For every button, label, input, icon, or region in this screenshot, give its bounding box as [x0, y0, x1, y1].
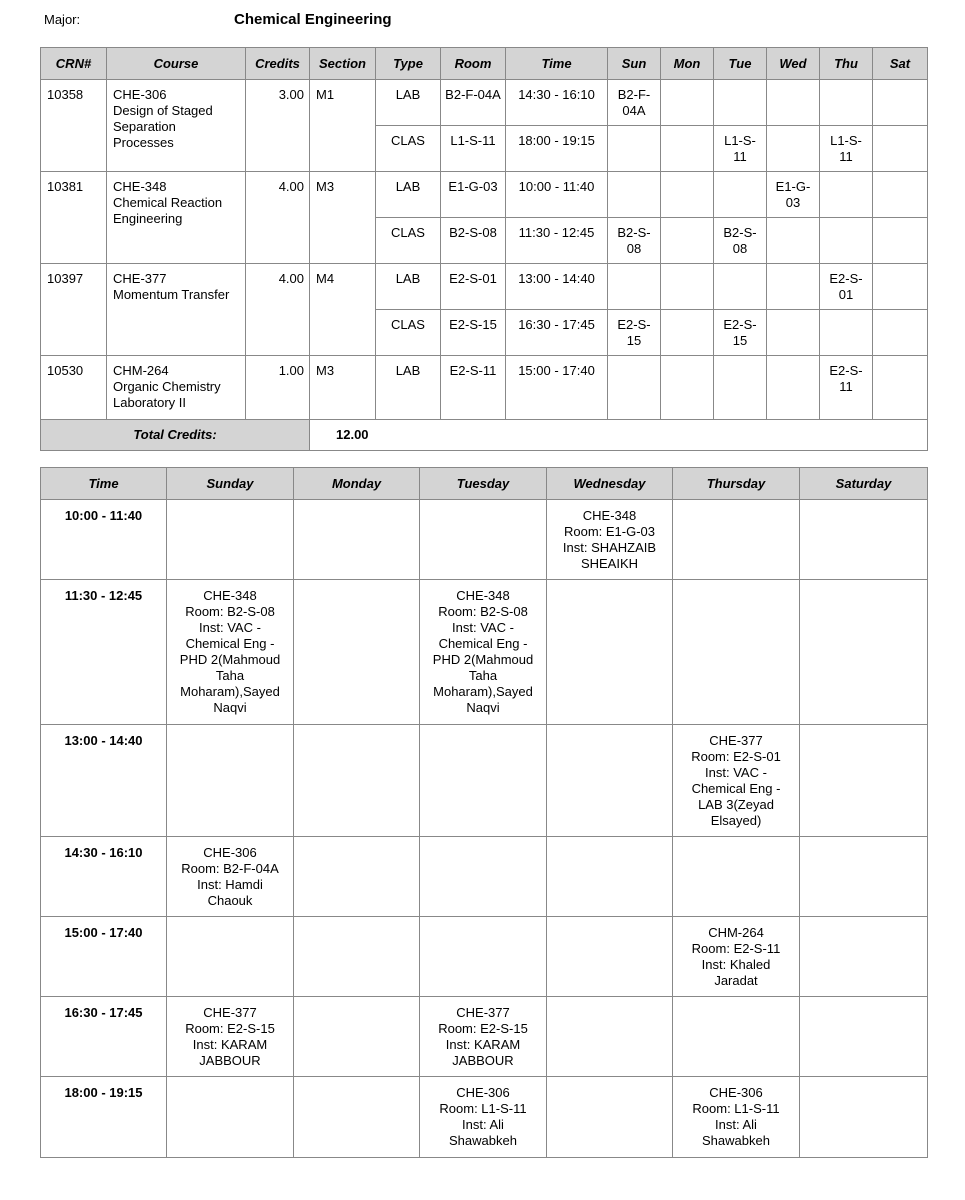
mon-cell [661, 310, 714, 356]
header-time: Time [506, 48, 608, 80]
schedule-cell-sunday: CHE-348 Room: B2-S-08 Inst: VAC - Chemical Eng - PHD 2(Mahmoud Taha Moharam),Sayed Naqvi [167, 580, 294, 725]
schedule-cell-monday [294, 725, 420, 837]
schedule-cell-sunday: CHE-306 Room: B2-F-04A Inst: Hamdi Chaouk [167, 837, 294, 917]
room-cell: E2-S-15 [441, 310, 506, 356]
credits-cell: 3.00 [246, 80, 310, 172]
schedule-cell-saturday [800, 580, 928, 725]
course-row [41, 172, 928, 218]
major-value: Chemical Engineering [234, 11, 392, 28]
course-table-header [41, 48, 928, 80]
schedule-header-saturday: Saturday [800, 468, 928, 500]
schedule-row [41, 917, 928, 997]
wed-cell [767, 264, 820, 310]
sun-cell: B2-F- 04A [608, 80, 661, 126]
schedule-cell-thursday [673, 997, 800, 1077]
schedule-cell-sunday [167, 1077, 294, 1158]
credits-cell: 1.00 [246, 356, 310, 420]
course-row [41, 264, 928, 310]
schedule-cell-thursday [673, 500, 800, 580]
tue-cell [714, 172, 767, 218]
schedule-cell-wednesday: CHE-348 Room: E1-G-03 Inst: SHAHZAIB SHEAIKH [547, 500, 673, 580]
course-cell: CHE-348 Chemical Reaction Engineering [107, 172, 246, 264]
room-cell: E1-G-03 [441, 172, 506, 218]
mon-cell [661, 172, 714, 218]
header-sat: Sat [873, 48, 928, 80]
schedule-header-thursday: Thursday [673, 468, 800, 500]
schedule-cell-monday [294, 500, 420, 580]
schedule-row [41, 1077, 928, 1158]
type-cell: LAB [376, 80, 441, 126]
schedule-cell-tuesday: CHE-306 Room: L1-S-11 Inst: Ali Shawabkeh [420, 1077, 547, 1158]
schedule-cell-tuesday [420, 500, 547, 580]
schedule-header-time: Time [41, 468, 167, 500]
header-crn: CRN# [41, 48, 107, 80]
type-cell: CLAS [376, 126, 441, 172]
total-credits-filler [376, 420, 928, 451]
course-row [41, 80, 928, 126]
schedule-cell-thursday [673, 837, 800, 917]
total-credits-value: 12.00 [310, 420, 376, 451]
sat-cell [873, 80, 928, 126]
schedule-row [41, 725, 928, 837]
thu-cell [820, 218, 873, 264]
schedule-cell-monday [294, 1077, 420, 1158]
header-sun: Sun [608, 48, 661, 80]
schedule-cell-sunday [167, 917, 294, 997]
sat-cell [873, 264, 928, 310]
mon-cell [661, 356, 714, 420]
schedule-header-wednesday: Wednesday [547, 468, 673, 500]
sat-cell [873, 356, 928, 420]
header-section: Section [310, 48, 376, 80]
schedule-time-cell: 11:30 - 12:45 [41, 580, 167, 725]
schedule-cell-saturday [800, 997, 928, 1077]
header-course: Course [107, 48, 246, 80]
schedule-time-cell: 16:30 - 17:45 [41, 997, 167, 1077]
schedule-time-cell: 15:00 - 17:40 [41, 917, 167, 997]
schedule-row [41, 580, 928, 725]
total-credits-row [41, 420, 928, 451]
schedule-cell-tuesday [420, 725, 547, 837]
wed-cell [767, 126, 820, 172]
schedule-cell-sunday [167, 725, 294, 837]
thu-cell: L1-S- 11 [820, 126, 873, 172]
schedule-cell-sunday [167, 500, 294, 580]
sun-cell: E2-S- 15 [608, 310, 661, 356]
type-cell: CLAS [376, 218, 441, 264]
type-cell: LAB [376, 356, 441, 420]
mon-cell [661, 126, 714, 172]
type-cell: CLAS [376, 310, 441, 356]
schedule-cell-monday [294, 837, 420, 917]
schedule-cell-saturday [800, 725, 928, 837]
tue-cell: B2-S- 08 [714, 218, 767, 264]
schedule-cell-wednesday [547, 837, 673, 917]
schedule-cell-saturday [800, 917, 928, 997]
time-cell: 11:30 - 12:45 [506, 218, 608, 264]
thu-cell [820, 80, 873, 126]
room-cell: L1-S-11 [441, 126, 506, 172]
type-cell: LAB [376, 264, 441, 310]
schedule-cell-thursday: CHM-264 Room: E2-S-11 Inst: Khaled Jaradat [673, 917, 800, 997]
schedule-row [41, 837, 928, 917]
course-table [40, 47, 928, 451]
schedule-cell-monday [294, 997, 420, 1077]
mon-cell [661, 264, 714, 310]
room-cell: E2-S-11 [441, 356, 506, 420]
time-cell: 10:00 - 11:40 [506, 172, 608, 218]
schedule-cell-saturday [800, 1077, 928, 1158]
section-cell: M3 [310, 356, 376, 420]
schedule-cell-tuesday: CHE-377 Room: E2-S-15 Inst: KARAM JABBOUR [420, 997, 547, 1077]
major-row [44, 10, 924, 34]
sun-cell [608, 126, 661, 172]
header-credits: Credits [246, 48, 310, 80]
sun-cell [608, 172, 661, 218]
schedule-cell-tuesday: CHE-348 Room: B2-S-08 Inst: VAC - Chemical Eng - PHD 2(Mahmoud Taha Moharam),Sayed Naqvi [420, 580, 547, 725]
crn-cell: 10530 [41, 356, 107, 420]
schedule-time-cell: 14:30 - 16:10 [41, 837, 167, 917]
sat-cell [873, 172, 928, 218]
mon-cell [661, 80, 714, 126]
schedule-cell-thursday [673, 580, 800, 725]
wed-cell [767, 80, 820, 126]
schedule-cell-wednesday [547, 1077, 673, 1158]
schedule-time-cell: 10:00 - 11:40 [41, 500, 167, 580]
crn-cell: 10358 [41, 80, 107, 172]
sun-cell [608, 356, 661, 420]
sat-cell [873, 310, 928, 356]
schedule-cell-wednesday [547, 725, 673, 837]
wed-cell [767, 310, 820, 356]
wed-cell: E1-G- 03 [767, 172, 820, 218]
schedule-cell-tuesday [420, 837, 547, 917]
schedule-cell-saturday [800, 837, 928, 917]
schedule-cell-wednesday [547, 917, 673, 997]
schedule-row [41, 997, 928, 1077]
schedule-header-monday: Monday [294, 468, 420, 500]
thu-cell: E2-S- 01 [820, 264, 873, 310]
schedule-cell-saturday [800, 500, 928, 580]
header-tue: Tue [714, 48, 767, 80]
schedule-header [41, 468, 928, 500]
time-cell: 15:00 - 17:40 [506, 356, 608, 420]
header-thu: Thu [820, 48, 873, 80]
course-cell: CHE-306 Design of Staged Separation Processes [107, 80, 246, 172]
course-cell: CHM-264 Organic Chemistry Laboratory II [107, 356, 246, 420]
schedule-cell-monday [294, 917, 420, 997]
schedule-time-cell: 13:00 - 14:40 [41, 725, 167, 837]
wed-cell [767, 218, 820, 264]
schedule-header-tuesday: Tuesday [420, 468, 547, 500]
thu-cell [820, 172, 873, 218]
tue-cell [714, 264, 767, 310]
major-label: Major: [44, 12, 81, 27]
weekly-schedule-table [40, 467, 928, 1158]
header-type: Type [376, 48, 441, 80]
schedule-cell-thursday: CHE-306 Room: L1-S-11 Inst: Ali Shawabkeh [673, 1077, 800, 1158]
thu-cell: E2-S- 11 [820, 356, 873, 420]
schedule-time-cell: 18:00 - 19:15 [41, 1077, 167, 1158]
credits-cell: 4.00 [246, 172, 310, 264]
schedule-cell-thursday: CHE-377 Room: E2-S-01 Inst: VAC - Chemical Eng - LAB 3(Zeyad Elsayed) [673, 725, 800, 837]
header-mon: Mon [661, 48, 714, 80]
wed-cell [767, 356, 820, 420]
sun-cell [608, 264, 661, 310]
type-cell: LAB [376, 172, 441, 218]
tue-cell: L1-S- 11 [714, 126, 767, 172]
sat-cell [873, 126, 928, 172]
section-cell: M4 [310, 264, 376, 356]
course-row [41, 356, 928, 420]
time-cell: 16:30 - 17:45 [506, 310, 608, 356]
schedule-header-sunday: Sunday [167, 468, 294, 500]
section-cell: M3 [310, 172, 376, 264]
schedule-cell-sunday: CHE-377 Room: E2-S-15 Inst: KARAM JABBOUR [167, 997, 294, 1077]
tue-cell [714, 356, 767, 420]
schedule-cell-monday [294, 580, 420, 725]
time-cell: 18:00 - 19:15 [506, 126, 608, 172]
total-credits-label: Total Credits: [41, 420, 310, 451]
room-cell: B2-F-04A [441, 80, 506, 126]
mon-cell [661, 218, 714, 264]
tue-cell [714, 80, 767, 126]
crn-cell: 10381 [41, 172, 107, 264]
sat-cell [873, 218, 928, 264]
header-wed: Wed [767, 48, 820, 80]
credits-cell: 4.00 [246, 264, 310, 356]
header-room: Room [441, 48, 506, 80]
schedule-row [41, 500, 928, 580]
crn-cell: 10397 [41, 264, 107, 356]
time-cell: 13:00 - 14:40 [506, 264, 608, 310]
schedule-cell-wednesday [547, 580, 673, 725]
tue-cell: E2-S- 15 [714, 310, 767, 356]
sun-cell: B2-S- 08 [608, 218, 661, 264]
schedule-cell-tuesday [420, 917, 547, 997]
thu-cell [820, 310, 873, 356]
time-cell: 14:30 - 16:10 [506, 80, 608, 126]
room-cell: E2-S-01 [441, 264, 506, 310]
course-cell: CHE-377 Momentum Transfer [107, 264, 246, 356]
schedule-cell-wednesday [547, 997, 673, 1077]
section-cell: M1 [310, 80, 376, 172]
room-cell: B2-S-08 [441, 218, 506, 264]
